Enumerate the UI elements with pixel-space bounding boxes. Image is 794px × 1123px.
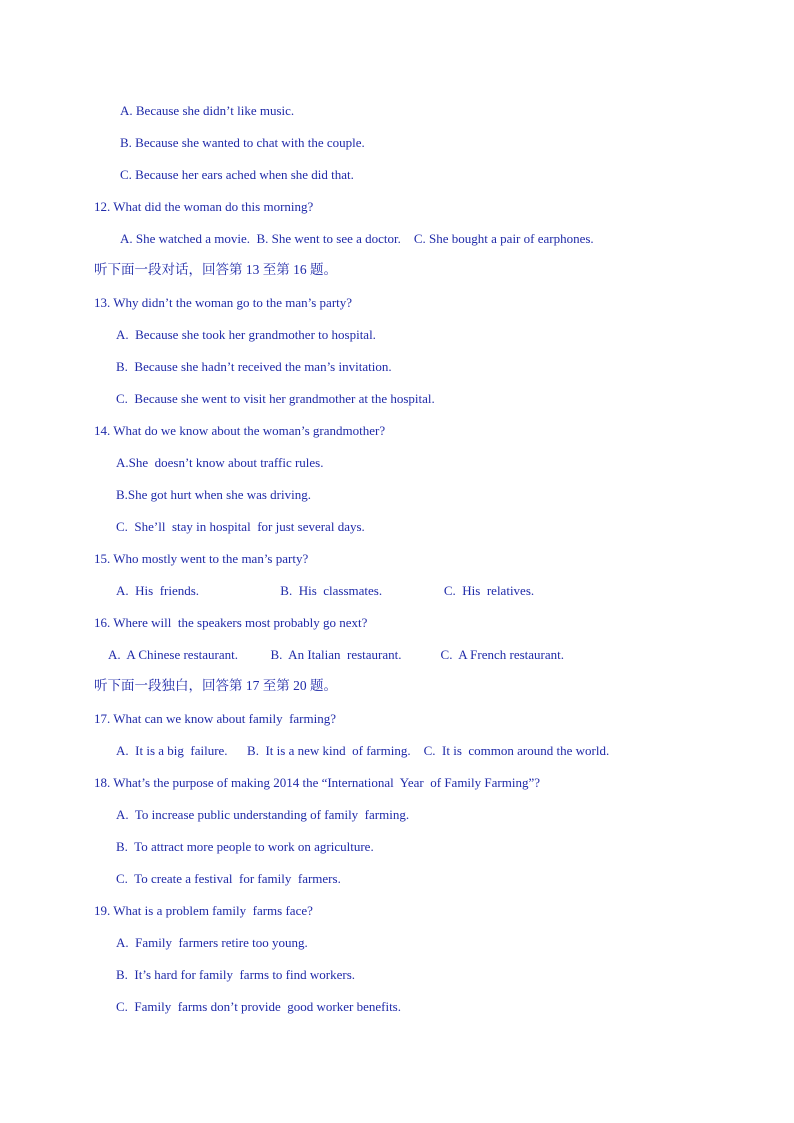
question-18: 18. What’s the purpose of making 2014 the “International Year of Family Farming”?	[94, 775, 540, 790]
option-19a: A. Family farmers retire too young.	[116, 935, 308, 950]
option-14b: B.She got hurt when she was driving.	[116, 487, 311, 502]
options-15: A. His friends. B. His classmates. C. His relatives.	[116, 583, 535, 598]
options-16: A. A Chinese restaurant. B. An Italian restaurant. C. A French restaurant.	[108, 647, 564, 662]
option-11b: B. Because she wanted to chat with the couple.	[120, 135, 365, 150]
option-18b: B. To attract more people to work on agriculture.	[116, 839, 374, 854]
question-12: 12. What did the woman do this morning?	[94, 199, 314, 214]
option-13c: C. Because she went to visit her grandmother at the hospital.	[116, 391, 435, 406]
options-12: A. She watched a movie. B. She went to see a doctor. C. She bought a pair of earphones.	[120, 231, 594, 246]
question-13: 13. Why didn’t the woman go to the man’s party?	[94, 295, 353, 310]
option-18c: C. To create a festival for family farmers.	[116, 871, 341, 886]
question-15: 15. Who mostly went to the man’s party?	[94, 551, 309, 566]
option-14a: A.She doesn’t know about traffic rules.	[116, 455, 324, 470]
section-heading-17-20: 听下面一段独白，回答第 17 至第 20 题。	[94, 678, 337, 693]
question-16: 16. Where will the speakers most probably go next?	[94, 615, 368, 630]
option-11c: C. Because her ears ached when she did that.	[120, 167, 354, 182]
option-18a: A. To increase public understanding of family farming.	[116, 807, 410, 822]
question-17: 17. What can we know about family farming?	[94, 711, 336, 726]
option-13b: B. Because she hadn’t received the man’s invitation.	[116, 359, 392, 374]
section-heading-13-16: 听下面一段对话，回答第 13 至第 16 题。	[94, 262, 337, 277]
options-17: A. It is a big failure. B. It is a new kind of farming. C. It is common around the world.	[116, 743, 610, 758]
option-11a: A. Because she didn’t like music.	[120, 103, 295, 118]
option-19b: B. It’s hard for family farms to find workers.	[116, 967, 356, 982]
option-14c: C. She’ll stay in hospital for just several days.	[116, 519, 365, 534]
question-14: 14. What do we know about the woman’s grandmother?	[94, 423, 386, 438]
option-19c: C. Family farms don’t provide good worker benefits.	[116, 999, 401, 1014]
option-13a: A. Because she took her grandmother to hospital.	[116, 327, 376, 342]
question-19: 19. What is a problem family farms face?	[94, 903, 313, 918]
